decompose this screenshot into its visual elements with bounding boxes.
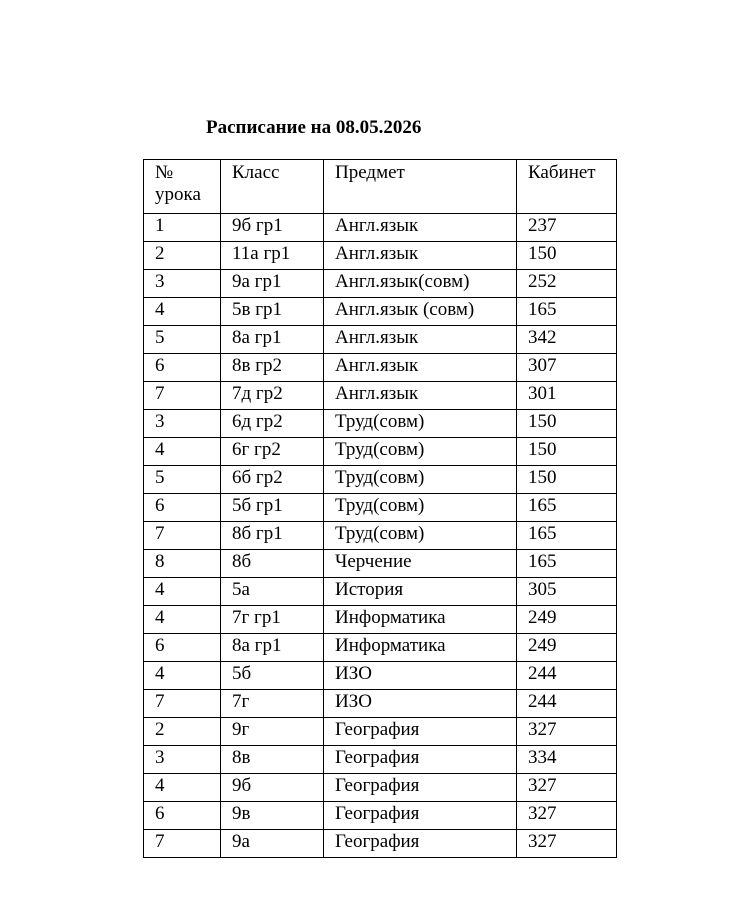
table-row — [144, 746, 617, 774]
header-subject: Предмет — [324, 160, 517, 214]
cell-subject: Труд(совм) — [324, 466, 517, 494]
cell-lesson-number: 7 — [144, 382, 221, 410]
cell-class: 6б гр2 — [221, 466, 324, 494]
cell-lesson-number: 2 — [144, 242, 221, 270]
cell-room: 249 — [517, 606, 617, 634]
table-row — [144, 550, 617, 578]
cell-room: 150 — [517, 466, 617, 494]
schedule-table — [143, 159, 617, 858]
cell-class: 11а гр1 — [221, 242, 324, 270]
cell-class: 9в — [221, 802, 324, 830]
cell-room: 244 — [517, 662, 617, 690]
table-row — [144, 662, 617, 690]
cell-class: 7г гр1 — [221, 606, 324, 634]
table-row — [144, 578, 617, 606]
cell-lesson-number: 2 — [144, 718, 221, 746]
cell-class: 9г — [221, 718, 324, 746]
cell-lesson-number: 6 — [144, 494, 221, 522]
cell-subject: Англ.язык — [324, 354, 517, 382]
cell-room: 249 — [517, 634, 617, 662]
table-row — [144, 830, 617, 858]
cell-subject: Англ.язык — [324, 214, 517, 242]
cell-room: 237 — [517, 214, 617, 242]
cell-class: 8б гр1 — [221, 522, 324, 550]
cell-class: 8в — [221, 746, 324, 774]
cell-room: 327 — [517, 830, 617, 858]
cell-subject: История — [324, 578, 517, 606]
table-body — [144, 214, 617, 858]
table-row — [144, 718, 617, 746]
cell-room: 165 — [517, 494, 617, 522]
header-lesson-number: № урока — [144, 160, 221, 214]
cell-class: 7г — [221, 690, 324, 718]
cell-lesson-number: 1 — [144, 214, 221, 242]
cell-class: 6д гр2 — [221, 410, 324, 438]
cell-lesson-number: 3 — [144, 410, 221, 438]
table-row — [144, 214, 617, 242]
cell-lesson-number: 4 — [144, 438, 221, 466]
cell-class: 7д гр2 — [221, 382, 324, 410]
cell-room: 307 — [517, 354, 617, 382]
cell-lesson-number: 6 — [144, 802, 221, 830]
table-row — [144, 466, 617, 494]
cell-subject: География — [324, 802, 517, 830]
table-row — [144, 326, 617, 354]
cell-class: 5б гр1 — [221, 494, 324, 522]
cell-subject: Информатика — [324, 606, 517, 634]
cell-class: 9б гр1 — [221, 214, 324, 242]
table-row — [144, 634, 617, 662]
cell-room: 150 — [517, 410, 617, 438]
cell-subject: Англ.язык — [324, 382, 517, 410]
cell-subject: География — [324, 774, 517, 802]
cell-room: 305 — [517, 578, 617, 606]
cell-lesson-number: 6 — [144, 634, 221, 662]
header-room: Кабинет — [517, 160, 617, 214]
cell-class: 9б — [221, 774, 324, 802]
cell-lesson-number: 7 — [144, 690, 221, 718]
cell-subject: Англ.язык(совм) — [324, 270, 517, 298]
cell-subject: Информатика — [324, 634, 517, 662]
page-title: Расписание на 08.05.2026 — [206, 117, 422, 138]
header-class: Класс — [221, 160, 324, 214]
cell-room: 244 — [517, 690, 617, 718]
table-row — [144, 774, 617, 802]
cell-class: 8б — [221, 550, 324, 578]
cell-lesson-number: 3 — [144, 746, 221, 774]
cell-subject: ИЗО — [324, 662, 517, 690]
table-row — [144, 270, 617, 298]
cell-subject: Труд(совм) — [324, 410, 517, 438]
cell-room: 165 — [517, 522, 617, 550]
table-row — [144, 802, 617, 830]
cell-subject: География — [324, 718, 517, 746]
table-row — [144, 242, 617, 270]
table-row — [144, 494, 617, 522]
cell-room: 165 — [517, 298, 617, 326]
cell-lesson-number: 8 — [144, 550, 221, 578]
cell-class: 9а гр1 — [221, 270, 324, 298]
cell-class: 5б — [221, 662, 324, 690]
cell-lesson-number: 3 — [144, 270, 221, 298]
table-row — [144, 382, 617, 410]
table-header — [144, 160, 617, 214]
cell-lesson-number: 4 — [144, 298, 221, 326]
cell-lesson-number: 4 — [144, 662, 221, 690]
cell-class: 5в гр1 — [221, 298, 324, 326]
cell-lesson-number: 5 — [144, 326, 221, 354]
table-row — [144, 690, 617, 718]
cell-subject: Англ.язык — [324, 326, 517, 354]
cell-lesson-number: 4 — [144, 774, 221, 802]
cell-room: 327 — [517, 802, 617, 830]
cell-subject: Англ.язык (совм) — [324, 298, 517, 326]
cell-class: 5а — [221, 578, 324, 606]
cell-subject: ИЗО — [324, 690, 517, 718]
cell-class: 8в гр2 — [221, 354, 324, 382]
cell-room: 327 — [517, 774, 617, 802]
cell-class: 8а гр1 — [221, 634, 324, 662]
cell-subject: География — [324, 830, 517, 858]
cell-subject: Труд(совм) — [324, 438, 517, 466]
cell-lesson-number: 7 — [144, 522, 221, 550]
table-row — [144, 522, 617, 550]
cell-lesson-number: 4 — [144, 606, 221, 634]
cell-room: 342 — [517, 326, 617, 354]
cell-room: 252 — [517, 270, 617, 298]
cell-lesson-number: 5 — [144, 466, 221, 494]
cell-lesson-number: 6 — [144, 354, 221, 382]
cell-room: 327 — [517, 718, 617, 746]
cell-lesson-number: 7 — [144, 830, 221, 858]
table-row — [144, 410, 617, 438]
cell-class: 8а гр1 — [221, 326, 324, 354]
cell-room: 150 — [517, 438, 617, 466]
cell-room: 301 — [517, 382, 617, 410]
cell-lesson-number: 4 — [144, 578, 221, 606]
cell-subject: Труд(совм) — [324, 494, 517, 522]
table-row — [144, 606, 617, 634]
cell-class: 9а — [221, 830, 324, 858]
table-row — [144, 438, 617, 466]
cell-subject: Труд(совм) — [324, 522, 517, 550]
cell-subject: Черчение — [324, 550, 517, 578]
cell-room: 334 — [517, 746, 617, 774]
cell-room: 150 — [517, 242, 617, 270]
cell-room: 165 — [517, 550, 617, 578]
cell-class: 6г гр2 — [221, 438, 324, 466]
table-row — [144, 354, 617, 382]
cell-subject: География — [324, 746, 517, 774]
cell-subject: Англ.язык — [324, 242, 517, 270]
header-row — [144, 160, 617, 214]
table-row — [144, 298, 617, 326]
